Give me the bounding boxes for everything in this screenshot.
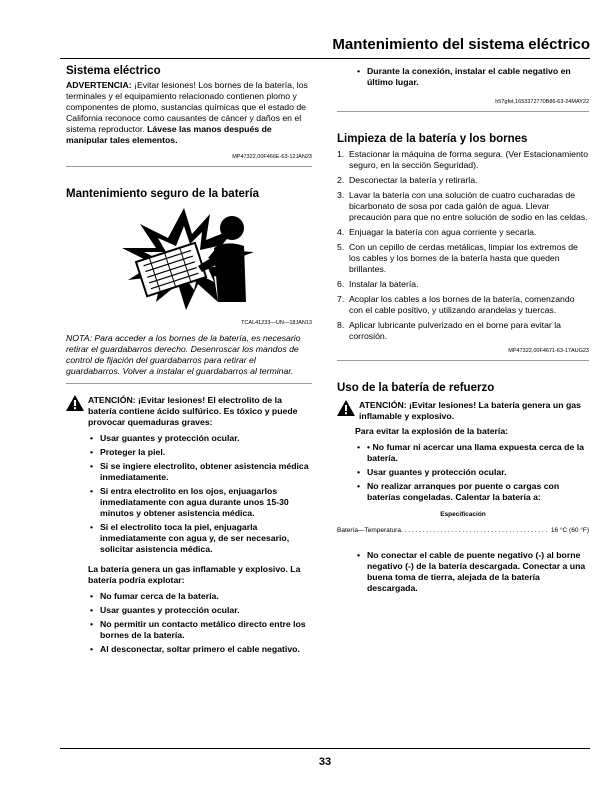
explosion-bullet-list xyxy=(66,591,312,655)
page-number: 33 xyxy=(318,756,332,768)
acid-caution xyxy=(66,395,312,428)
list-item: • No conectar el cable de puente negativo (-) al borne negativo (-) de la batería descargada. Conectar a una buena toma de tierra, alejada de la batería descargada. xyxy=(355,550,589,594)
booster-bullet-list xyxy=(337,442,589,503)
spec-value: 16 °C (60 °F) xyxy=(550,527,589,534)
doc-reference: MP47322,00F4671-63-17AUG23 xyxy=(508,348,589,354)
list-item: • Proteger la piel. xyxy=(88,447,312,458)
list-item: • Si el electrolito toca la piel, enjuagarla inmediatamente con agua y, de ser necesario, solicitar asistencia médica. xyxy=(88,522,312,555)
footer-rule xyxy=(60,748,590,749)
warning-triangle-icon xyxy=(337,400,355,416)
list-item: 5. Con un cepillo de cerdas metálicas, limpiar los extremos de los cables y los bornes de la batería hasta que queden brillantes. xyxy=(337,242,578,274)
spec-heading: Especificación xyxy=(440,511,486,518)
final-bullet-list xyxy=(337,550,589,594)
section-heading-battery-safety: Mantenimiento seguro de la batería xyxy=(66,188,259,200)
prevent-explosion-label: Para evitar la explosión de la batería: xyxy=(355,426,509,436)
list-item: 3. Lavar la batería con una solución de cuatro cucharadas de bicarbonato de sosa por cada galón de agua. Llevar precaución para que no entre solución de sodio en las celdas. xyxy=(337,190,588,222)
list-item: 1. Estacionar la máquina de forma segura. (Ver Estacionamiento seguro, en la sección Seguridad). xyxy=(337,149,589,170)
section-divider xyxy=(337,360,589,361)
spec-label: Batería—Temperatura. xyxy=(337,527,403,534)
list-item: • Durante la conexión, instalar el cable negativo en último lugar. xyxy=(355,66,589,88)
list-item: • No permitir un contacto metálico directo entre los bornes de la batería. xyxy=(88,619,312,641)
left-column xyxy=(66,66,312,658)
list-item: • • No fumar ni acercar una llama expuesta cerca de la batería. xyxy=(355,442,589,464)
list-item: • No fumar cerca de la batería. xyxy=(88,591,312,602)
warning-triangle-icon xyxy=(66,395,84,411)
header-rule xyxy=(60,58,590,59)
doc-reference: h57gfet,1653372770B86-63-24MAY22 xyxy=(495,99,589,105)
list-item: • Si entra electrolito en los ojos, enjuagarlos inmediatamente con agua durante unos 15-30 minutos y obtener asistencia médica. xyxy=(88,486,312,519)
list-item: • No realizar arranques por puente o cargas con baterías congeladas. Calentar la batería a: xyxy=(355,481,589,503)
battery-explosion-illustration xyxy=(114,206,264,318)
list-item: • Al desconectar, soltar primero el cable negativo. xyxy=(88,644,312,655)
list-item: 2. Desconectar la batería y retirarla. xyxy=(337,175,478,185)
figure-reference: TCAL41233—UN—18JAN13 xyxy=(241,320,312,326)
booster-caution xyxy=(337,400,589,422)
section-divider xyxy=(66,166,312,167)
explosion-warning: La batería genera un gas inflamable y explosivo. La batería podría explotar: xyxy=(88,564,301,585)
page-title: Mantenimiento del sistema eléctrico xyxy=(332,36,590,53)
section-divider xyxy=(337,111,589,112)
list-item: 8. Aplicar lubricante pulverizado en el borne para evitar la corrosión. xyxy=(337,320,561,341)
section-divider xyxy=(66,383,312,384)
list-item: 4. Enjuagar la batería con agua corriente y secarla. xyxy=(337,227,537,237)
list-item: 6. Instalar la batería. xyxy=(337,279,419,289)
right-column xyxy=(337,66,589,597)
caution-text: ATENCIÓN: ¡Evitar lesiones! El electrolito de la batería contiene ácido sulfúrico. Es tóxico y puede provocar quemaduras graves: xyxy=(88,395,298,427)
section-heading-cleaning: Limpieza de la batería y los bornes xyxy=(337,133,528,145)
continued-bullet-list xyxy=(337,66,589,88)
section-heading-electrical-system: Sistema eléctrico xyxy=(66,65,161,77)
list-item: 7. Acoplar los cables a los bornes de la batería, comenzando con el cable positivo, y utilizando arandelas y tuercas. xyxy=(337,294,575,315)
list-item: • Usar guantes y protección ocular. xyxy=(88,433,312,444)
section-heading-booster: Uso de la batería de refuerzo xyxy=(337,382,495,394)
doc-reference: MP47322,00F466E-63-12JAN23 xyxy=(232,154,312,160)
acid-bullet-list xyxy=(66,433,312,555)
spec-leader: . . . . . . . . . . . . . . . . . . . . . . . . . . . . . . . . . . . . . . . . xyxy=(402,527,548,534)
cleaning-steps xyxy=(337,149,589,342)
list-item: • Usar guantes y protección ocular. xyxy=(355,467,589,478)
caution-text: ATENCIÓN: ¡Evitar lesiones! La batería genera un gas inflamable y explosivo. xyxy=(359,400,581,421)
list-item: • Usar guantes y protección ocular. xyxy=(88,605,312,616)
electrical-warning: ADVERTENCIA: ¡Evitar lesiones! Los bornes de la batería, los terminales y el equipamiento relacionado contienen plomo y componentes de plomo, sustancias químicas que el estado de California reconoce como causantes de cáncer y daños en el sistema reproductor. Lávese las manos después de manipular tales elementos. xyxy=(66,80,308,145)
access-note: NOTA: Para acceder a los bornes de la batería, es necesario retirar el guardabarros derecho. Desenroscar los mandos de control de fijación del guardabarros para retirar el guardabarros. Volver a instalar el guardabarros al terminar. xyxy=(66,333,301,376)
list-item: • Si se ingiere electrolito, obtener asistencia médica inmediatamente. xyxy=(88,461,312,483)
spec-row xyxy=(337,525,589,536)
